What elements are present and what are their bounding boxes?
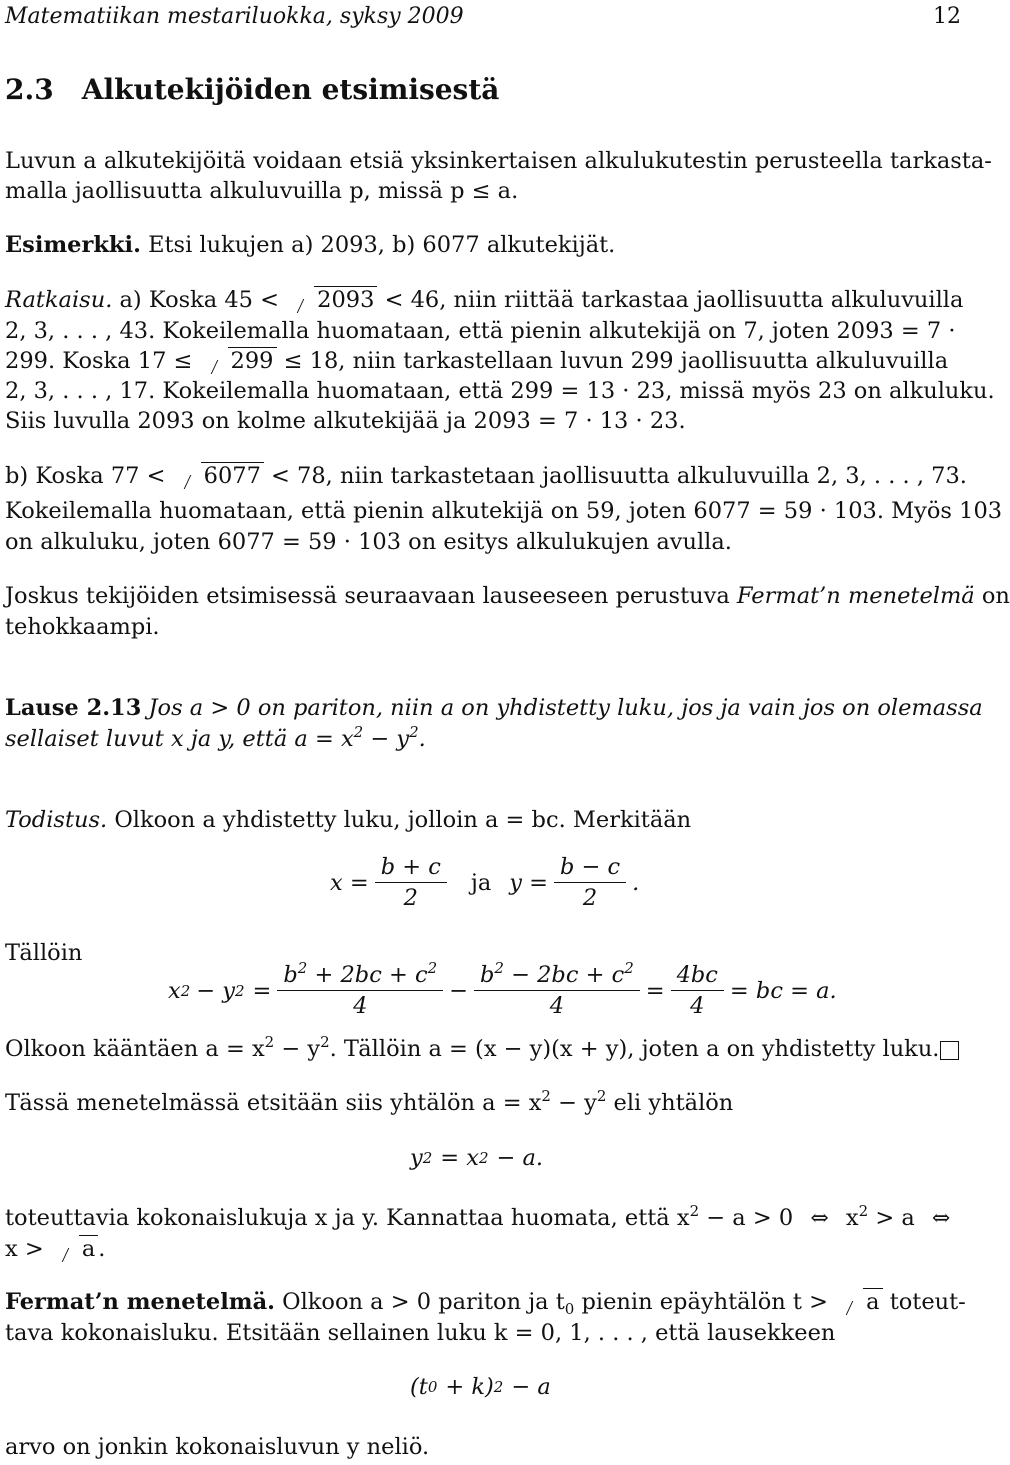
joskus-line-2: tehokkaampi.: [5, 614, 160, 640]
fraction: [277, 960, 443, 1021]
fermat-line-2: tava kokonaisluku. Etsitään sellainen luku k = 0, 1, . . . , että lausekkeen: [5, 1320, 836, 1346]
numerator: b − c: [554, 852, 626, 883]
exponent: 2: [297, 959, 308, 977]
math-text: − a.: [496, 1145, 544, 1171]
sqrt-expression: [204, 346, 277, 376]
solution-line-3: [5, 346, 948, 376]
radicand: 299: [228, 347, 277, 374]
section-title: Alkutekijöiden etsimisestä: [81, 73, 500, 106]
exponent: 2: [494, 959, 504, 977]
math-text: =: [252, 977, 272, 1004]
example-paragraph: [5, 230, 615, 260]
math-text: − y: [196, 977, 235, 1004]
math-text: −: [449, 977, 468, 1004]
math-text: y =: [509, 869, 548, 896]
method-line-1: [5, 1088, 733, 1118]
exponent: 2: [689, 1202, 700, 1220]
exponent: 2: [409, 723, 419, 741]
paragraph-text: x: [845, 1205, 859, 1231]
proof-line-1: [5, 805, 691, 835]
section-heading: [5, 72, 499, 108]
proof-label: Todistus.: [5, 807, 108, 833]
solution-line-4: 2, 3, . . . , 17. Kokeilemalla huomataan, että 299 = 13 · 23, missä myös 23 on alkuluku.: [5, 378, 995, 404]
radicand: a: [863, 1288, 882, 1315]
method-line-3: [5, 1234, 105, 1264]
math-text: =: [645, 977, 665, 1004]
numerator: b: [479, 962, 495, 988]
math-text: + k): [445, 1374, 494, 1400]
denominator: 2: [582, 885, 598, 911]
denominator: 2: [403, 885, 418, 911]
numerator: 4bc: [671, 960, 724, 991]
solution-line-1: [5, 285, 963, 315]
solution-text: < 78, niin tarkastetaan jaollisuutta alkuluvuilla 2, 3, . . . , 73.: [271, 463, 967, 489]
theorem-text: sellaiset luvut x ja y, että a = x: [5, 726, 354, 752]
proof-text: Olkoon kääntäen a = x: [5, 1036, 265, 1062]
exponent: 2: [264, 1033, 275, 1051]
exponent: 2: [541, 1087, 551, 1105]
denominator: 4: [353, 993, 368, 1019]
paragraph-text: .: [98, 1236, 106, 1262]
exponent: 2: [320, 1033, 330, 1051]
paragraph-text: − a > 0: [706, 1205, 794, 1231]
math-text: x: [168, 977, 181, 1004]
exponent: 2: [624, 959, 634, 977]
solution-b-line-1: [5, 461, 967, 491]
proof-converse-line: [5, 1034, 939, 1064]
math-text: − a: [511, 1374, 551, 1400]
example-label: Esimerkki.: [5, 232, 141, 258]
subscript: 0: [564, 1300, 575, 1318]
iff-arrow-icon: ⇔: [931, 1206, 951, 1231]
numerator: + 2bc + c: [314, 962, 428, 988]
qed-box-icon: [940, 1041, 959, 1060]
denominator: 4: [690, 993, 705, 1019]
math-text: = x: [440, 1145, 479, 1171]
proof-text: . Tällöin a = (x − y)(x + y), joten a on yhdistetty luku.: [329, 1036, 940, 1062]
paragraph-text: toteuttavia kokonaislukuja x ja y. Kannattaa huomata, että x: [5, 1205, 690, 1231]
fermat-line-1: [5, 1287, 966, 1317]
math-text: = bc = a.: [729, 977, 837, 1004]
example-text: Etsi lukujen a) 2093, b) 6077 alkutekijät.: [148, 232, 616, 258]
radicand: 2093: [314, 286, 377, 313]
sqrt-expression: [290, 285, 377, 315]
radicand: a: [79, 1235, 98, 1262]
running-header: Matematiikan mestariluokka, syksy 2009: [5, 4, 464, 29]
display-expression-fermat: (t 0 + k) 2 − a: [410, 1374, 551, 1400]
solution-text: < 46, niin riittää tarkastaa jaollisuutta alkuluvuilla: [384, 287, 964, 313]
exponent: 2: [427, 959, 438, 977]
numerator: b: [283, 962, 298, 988]
section-number: 2.3: [5, 73, 54, 106]
paragraph-text: pienin epäyhtälön t >: [581, 1289, 828, 1315]
exponent: 2: [353, 723, 364, 741]
method-name: Fermat’n menetelmä: [736, 583, 975, 609]
sqrt-expression: [55, 1234, 98, 1264]
theorem-line-2: [5, 724, 426, 754]
display-equation-y2: y 2 = x 2 − a.: [410, 1145, 544, 1171]
fraction: [554, 852, 626, 913]
numerator: − 2bc + c: [511, 962, 625, 988]
fraction: [474, 960, 640, 1021]
display-equation-difference: x 2 − y 2 = $\frac{b^2 + 2bc + c^2}{4}$ − $\frac{b^2 - 2bc + c^2}{4}$ = $\frac{4bc}{4}$ = bc = a.: [168, 959, 837, 1019]
paragraph-text: > a: [875, 1205, 915, 1231]
radicand: 6077: [201, 462, 264, 489]
method-line-2: [5, 1203, 960, 1234]
fermat-label: Fermat’n menetelmä.: [5, 1289, 275, 1315]
paragraph-text: toteut-: [889, 1289, 966, 1315]
solution-text: a) Koska 45 <: [119, 287, 279, 313]
proof-talloin: Tällöin: [5, 940, 83, 966]
fraction: [671, 960, 724, 1021]
exponent: 2: [596, 1087, 607, 1105]
sqrt-expression: [177, 461, 264, 491]
math-text: ja: [470, 869, 492, 896]
theorem-label: Lause 2.13: [5, 695, 142, 721]
solution-text: 299. Koska 17 ≤: [5, 348, 193, 374]
solution-line-5: Siis luvulla 2093 on kolme alkutekijää ja 2093 = 7 · 13 · 23.: [5, 408, 686, 434]
joskus-line-1: [5, 581, 1010, 611]
theorem-text: Jos a > 0 on pariton, niin a on yhdistetty luku, jos ja vain jos on olemassa: [148, 695, 983, 721]
denominator: 4: [549, 993, 565, 1019]
fraction: [375, 852, 447, 913]
paragraph-text: − y: [558, 1090, 597, 1116]
solution-b-line-2: Kokeilemalla huomataan, että pienin alkutekijä on 59, joten 6077 = 59 · 103. Myös 103: [5, 498, 1003, 524]
paragraph-text: Joskus tekijöiden etsimisessä seuraavaan lauseeseen perustuva: [5, 583, 730, 609]
solution-text: ≤ 18, niin tarkastellaan luvun 299 jaollisuutta alkuluvuilla: [283, 348, 949, 374]
math-text: .: [632, 869, 640, 896]
intro-line-2: malla jaollisuutta alkuluvuilla p, missä p ≤ a.: [5, 178, 519, 204]
solution-line-2: 2, 3, . . . , 43. Kokeilemalla huomataan, että pienin alkutekijä on 7, joten 2093 = 7 ·: [5, 318, 956, 344]
proof-text: Olkoon a yhdistetty luku, jolloin a = bc. Merkitään: [114, 807, 692, 833]
intro-line-1: Luvun a alkutekijöitä voidaan etsiä yksinkertaisen alkulukutestin perusteella tarkasta-: [5, 148, 992, 174]
solution-label: Ratkaisu.: [5, 287, 113, 313]
paragraph-text: Tässä menetelmässä etsitään siis yhtälön a = x: [5, 1090, 542, 1116]
theorem-text: .: [418, 726, 426, 752]
numerator: b + c: [375, 852, 447, 883]
exponent: 2: [858, 1202, 869, 1220]
paragraph-text: on: [981, 583, 1010, 609]
sqrt-expression: [839, 1287, 882, 1317]
theorem-line-1: [5, 693, 983, 723]
paragraph-text: x >: [5, 1236, 44, 1262]
paragraph-text: Olkoon a > 0 pariton ja t: [282, 1289, 565, 1315]
fermat-line-3: arvo on jonkin kokonaisluvun y neliö.: [5, 1434, 430, 1460]
display-equation-xy: [330, 852, 639, 913]
page-number: 12: [933, 4, 961, 29]
solution-text: b) Koska 77 <: [5, 463, 166, 489]
math-text: x =: [330, 869, 369, 896]
iff-arrow-icon: ⇔: [810, 1206, 829, 1231]
math-text: (t: [410, 1374, 428, 1400]
math-text: y: [410, 1145, 423, 1171]
proof-text: − y: [281, 1036, 321, 1062]
solution-b-line-3: on alkuluku, joten 6077 = 59 · 103 on esitys alkulukujen avulla.: [5, 529, 732, 555]
theorem-text: − y: [370, 726, 410, 752]
paragraph-text: eli yhtälön: [613, 1090, 734, 1116]
